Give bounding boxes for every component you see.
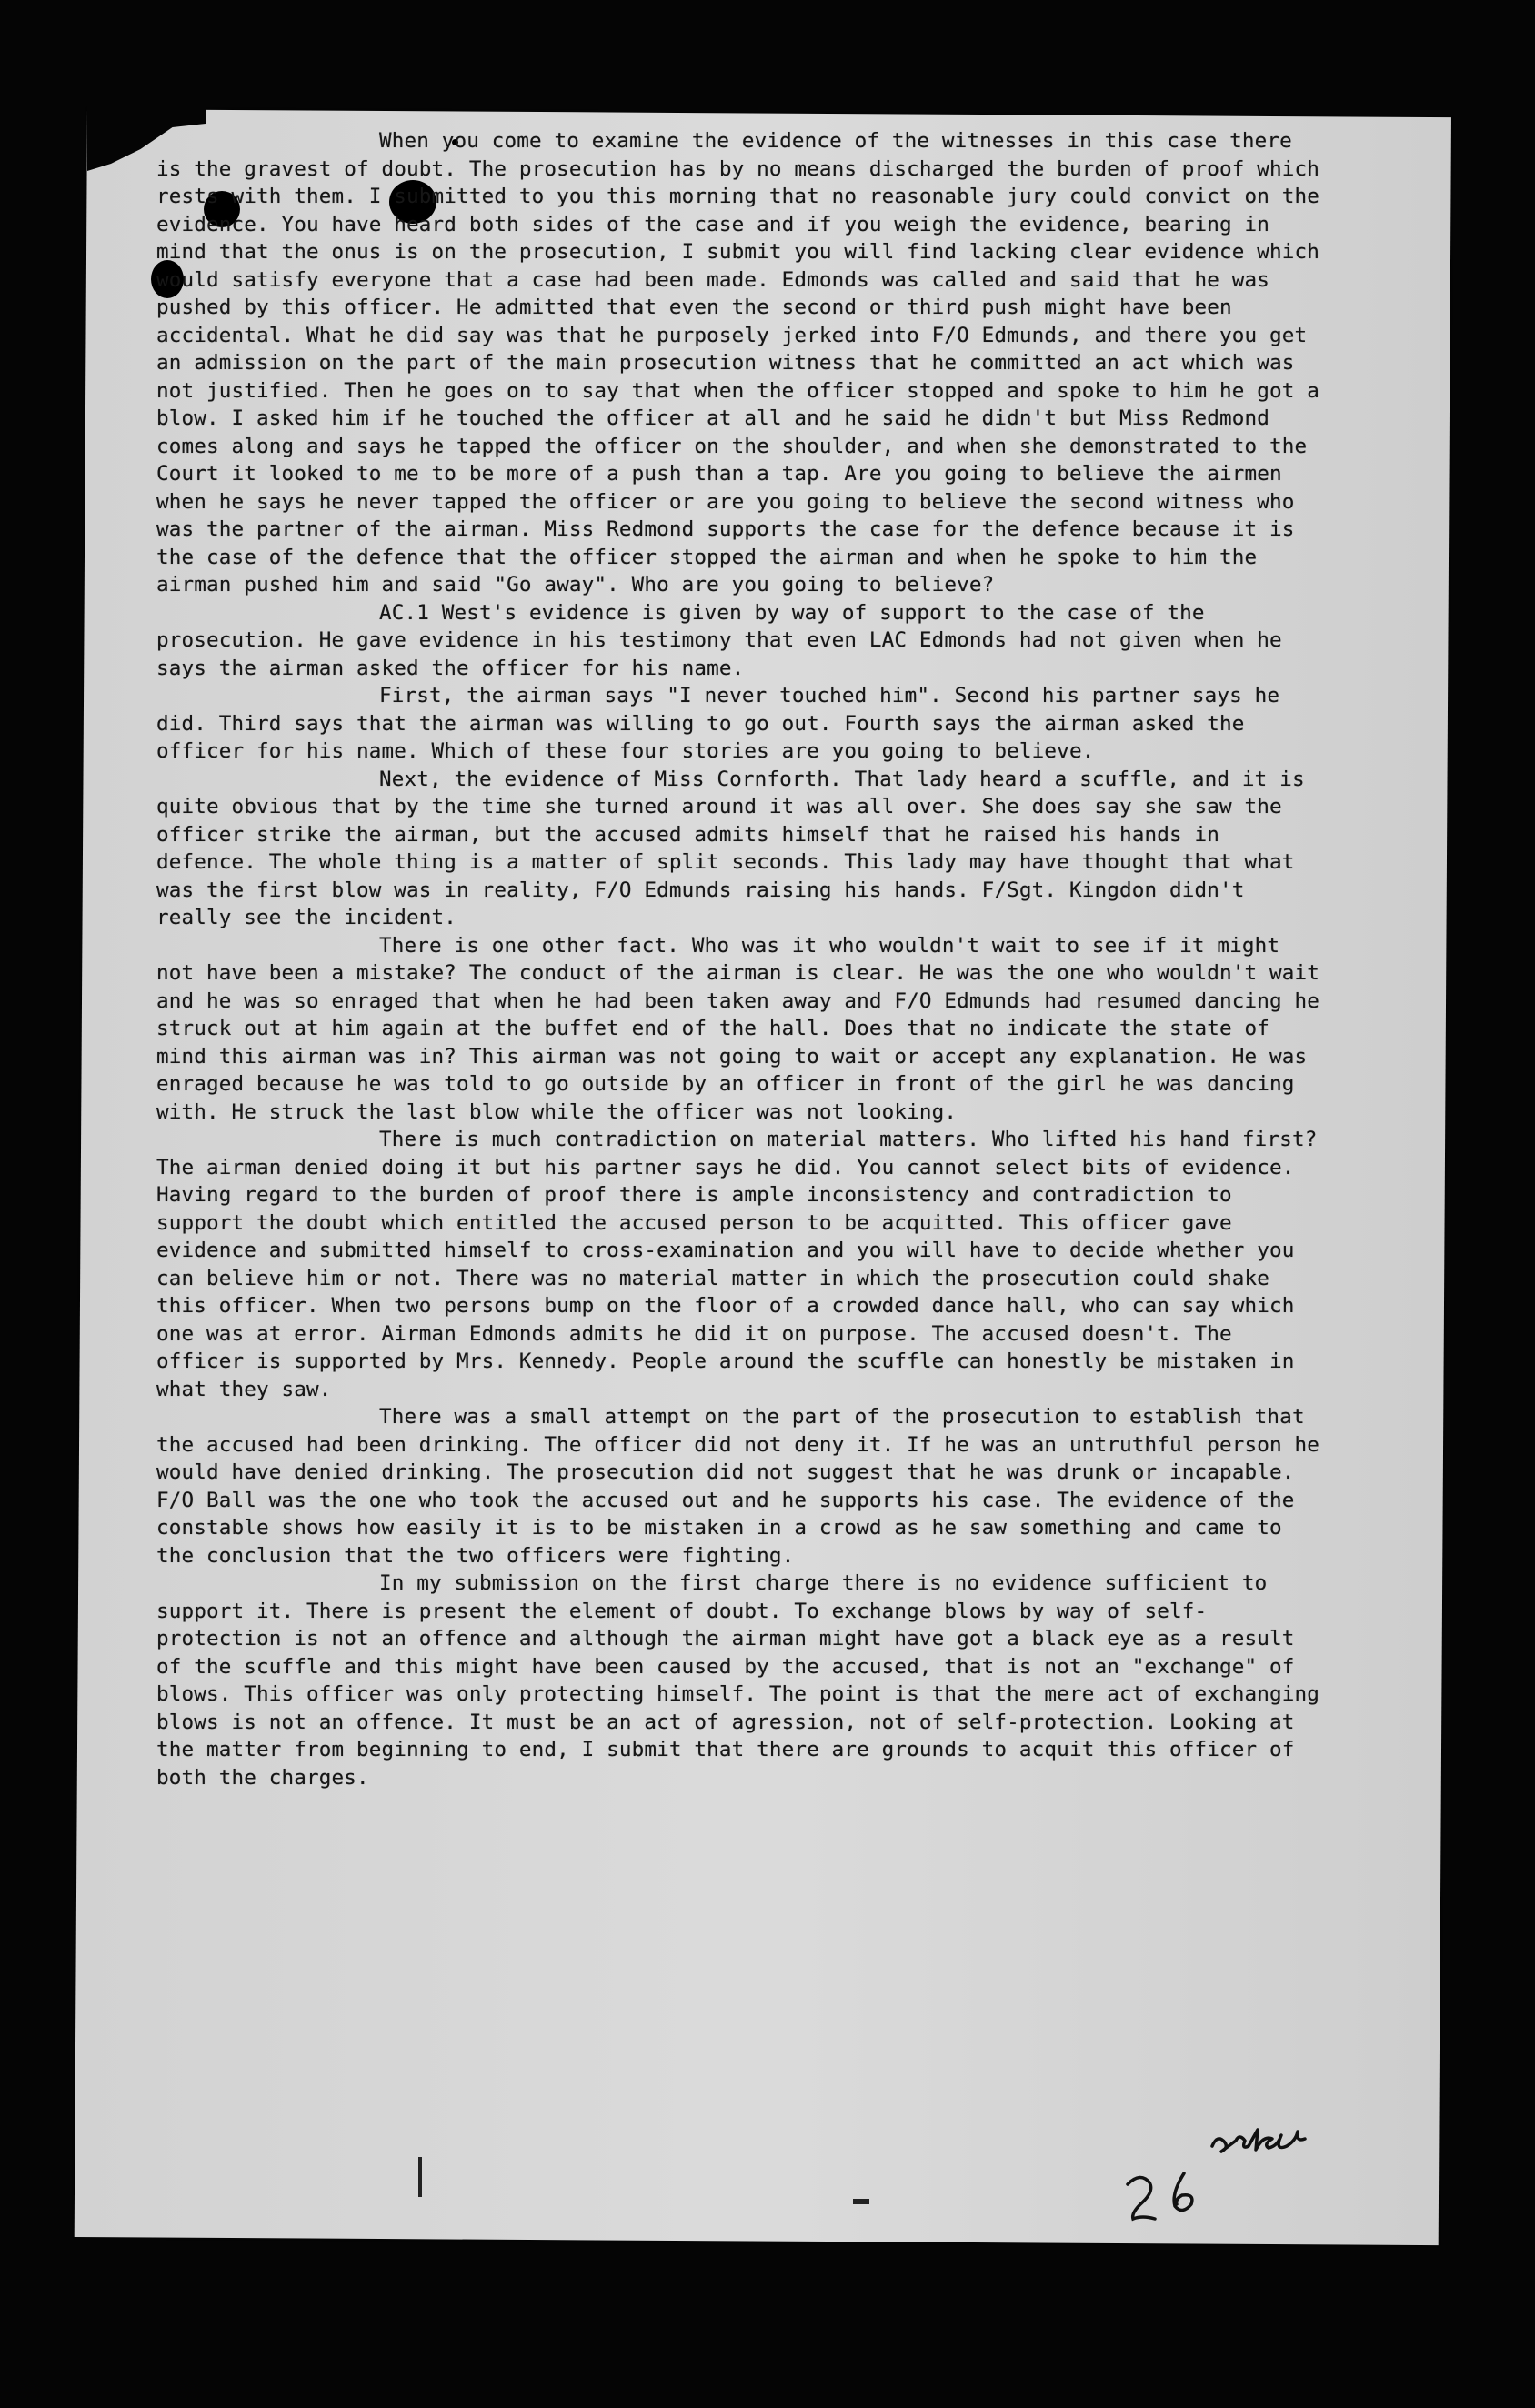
paragraph-5: There is one other fact. Who was it who wouldn't wait to see if it might not have been a mistake? The conduct of the airman is clear. He was the one who wouldn't wait and he was so enraged that when he had been taken away and F/O Edmunds had resumed dancing he struck out at him again at the buffet end of the hall. Does that no indicate the state of mind this airman was in? This airman was not going to wait or accept any explanation. He was enraged because he was told to go outside by an officer in front of the girl he was dancing with. He struck the last blow while the officer was not looking.	[156, 933, 1319, 1124]
paragraph-1: When you come to examine the evidence of the witnesses in this case there is the gravest of doubt. The prosecution has by no means discharged the burden of proof which rests with them. I submitted to you this morning that no reasonable jury could convict on the evidence. You have heard both sides of the case and if you weigh the evidence, bearing in mind that the onus is on the prosecution, I submit you will find lacking clear evidence which would satisfy everyone that a case had been made. Edmonds was called and said that he was pushed by this officer. He admitted that even the second or third push might have been accidental. What he did say was that he purposely jerked into F/O Edmunds, and there you get an admission on the part of the main prosecution witness that he committed an act which was not justified. Then he goes on to say that when the officer stopped and spoke to him he got a blow. I asked him if he touched the officer at all and he said he didn't but Miss Redmond comes along and says he tapped the officer on the shoulder, and when she demonstrated to the Court it looked to me to be more of a push than a tap. Are you going to believe the airmen when he says he never tapped the officer or are you going to believe the second witness who was the partner of the airman. Miss Redmond supports the case for the defence because it is the case of the defence that the officer stopped the airman and when he spoke to him the airman pushed him and said "Go away". Who are you going to believe?	[156, 129, 1319, 597]
paragraph-7: There was a small attempt on the part of the prosecution to establish that the accused had been drinking. The officer did not deny it. If he was an untruthful person he would have denied drinking. The prosecution did not suggest that he was drunk or incapable. F/O Ball was the one who took the accused out and he supports his case. The evidence of the constable shows how easily it is to be mistaken in a crowd as he saw something and came to the conclusion that the two officers were fighting.	[156, 1405, 1319, 1568]
paragraph-4: Next, the evidence of Miss Cornforth. That lady heard a scuffle, and it is quite obvious that by the time she turned around it was all over. She does say she saw the officer strike the airman, but the accused admits himself that he raised his hands in defence. The whole thing is a matter of split seconds. This lady may have thought that what was the first blow was in reality, F/O Edmunds raising his hands. F/Sgt. Kingdon didn't really see the incident.	[156, 767, 1305, 929]
pencil-tick	[418, 2157, 422, 2197]
document-body	[156, 127, 1329, 1791]
handwritten-folio-number	[1119, 2164, 1219, 2228]
paragraph-6: There is much contradiction on material matters. Who lifted his hand first? The airman denied doing it but his partner says he did. You cannot select bits of evidence. Having regard to the burden of proof there is ample inconsistency and contradiction to support the doubt which entitled the accused person to be acquitted. This officer gave evidence and submitted himself to cross-examination and you will have to decide whether you can believe him or not. There was no material matter in which the prosecution could shake this officer. When two persons bump on the floor of a crowded dance hall, who can say which one was at error. Airman Edmonds admits he did it on purpose. The accused doesn't. The officer is supported by Mrs. Kennedy. People around the scuffle can honestly be mistaken in what they saw.	[156, 1128, 1318, 1401]
paragraph-3: First, the airman says "I never touched him". Second his partner says he did. Third says that the airman was willing to go out. Fourth says the airman asked the officer for his name. Which of these four stories are you going to believe.	[156, 684, 1280, 763]
handwritten-initials	[1205, 2110, 1387, 2164]
ink-dash	[853, 2199, 869, 2204]
paragraph-8: In my submission on the first charge there is no evidence sufficient to support it. There is present the element of doubt. To exchange blows by way of self-protection is not an offence and although the airman might have got a black eye as a result of the scuffle and this might have been caused by the accused, that is not an "exchange" of blows. This officer was only protecting himself. The point is that the mere act of exchanging blows is not an offence. It must be an act of agression, not of self-protection. Looking at the matter from beginning to end, I submit that there are grounds to acquit this officer of both the charges.	[156, 1571, 1319, 1790]
paragraph-2: AC.1 West's evidence is given by way of support to the case of the prosecution. He gave evidence in his testimony that even LAC Edmonds had not given when he says the airman asked the officer for his name.	[156, 600, 1282, 680]
